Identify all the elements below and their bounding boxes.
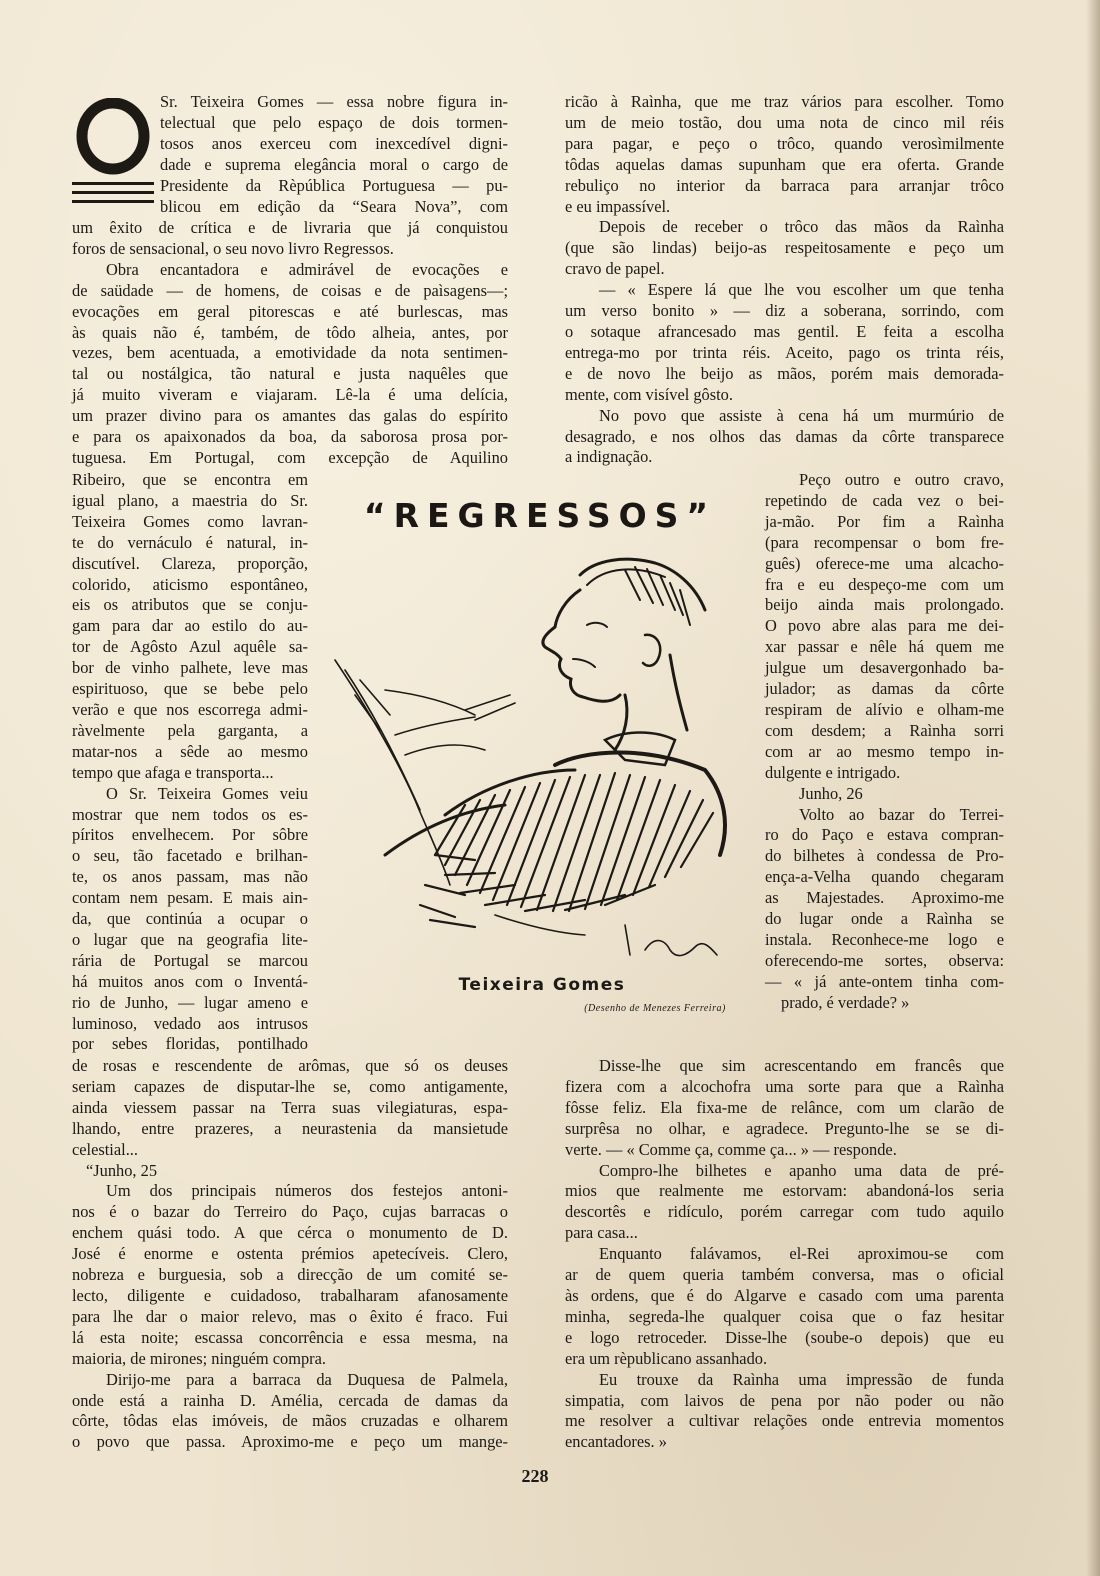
text-line: verão e que nos escorrega admi- (72, 699, 308, 719)
text-line: — « já ante-ontem tinha com- (765, 971, 1004, 991)
page-edge-shadow (1086, 0, 1100, 1576)
text-line: julgue um desavergonhado ba- (765, 658, 1004, 678)
text-line: discutível. Clareza, proporção, (72, 553, 308, 573)
text-line: xar passar e nêle há quem me (765, 637, 1004, 657)
text-line: ro do Paço e estava compran- (765, 825, 1004, 845)
column-1-body (72, 218, 508, 469)
text-line: fra e eu despeço-me com um (765, 574, 1004, 594)
text-line: fôsse feliz. Ela fixa-me de relânce, com um clarão de (565, 1097, 1004, 1117)
text-line: mente, com visível gôsto. (565, 384, 733, 404)
diary-date: Junho, 26 (799, 783, 863, 803)
text-line: por sebes floridas, pontilhado (72, 1034, 308, 1054)
column-1-narrow (72, 470, 308, 1055)
text-line: de rosas e rescendente de arômas, que só os deuses (72, 1056, 508, 1075)
text-line: um de meio tostão, dou uma nota de cinco mil réis (565, 112, 1004, 132)
text-line: um verso bonito » — diz a soberana, sorrindo, com (565, 301, 1004, 321)
text-line: verte. — « Comme ça, comme ça... » — responde. (565, 1139, 897, 1159)
drop-cap (72, 98, 154, 210)
text-line: O povo abre alas para me dei- (765, 616, 1004, 636)
text-line: espirituoso, que se bebe pelo (72, 679, 308, 699)
text-line: com ar ao mesmo tempo in- (765, 741, 1004, 761)
text-line: rária de Portugal se marcou (72, 950, 308, 970)
text-line: prado, é verdade? » (781, 992, 910, 1012)
text-line: às quais não é, também, de tôdo alheia, antes, por (72, 322, 508, 342)
text-line: minha, segreda-lhe qualquer coisa que o faz hesitar (565, 1306, 1004, 1326)
text-line: tal ou nostálgica, tão natural e justa naquêles que (72, 364, 508, 384)
text-line: gam para dar ao estilo do au- (72, 616, 308, 636)
text-line: Peço outro e outro cravo, (799, 470, 1004, 489)
text-line: Presidente da Rèpública Portuguesa — pu- (160, 175, 508, 195)
text-line: o lugar que na geografia lite- (72, 929, 308, 949)
text-line: lá esta noite; escassa concorrência e essa mesma, na (72, 1327, 508, 1347)
text-line: o sotaque afrancesado mas gentil. E feita a escolha (565, 321, 1004, 341)
diary-date: “Junho, 25 (86, 1160, 158, 1180)
column-2-bottom (565, 1056, 1004, 1453)
column-2-narrow (765, 470, 1004, 1014)
text-line: bor de vinho palhete, leve mas (72, 658, 308, 678)
text-line: encantadores. » (565, 1432, 667, 1452)
text-line: já muito viveram e viajaram. Lê-la é uma delícia, (72, 385, 508, 405)
text-line: colorido, aticismo espontâneo, (72, 574, 308, 594)
text-line: instala. Reconhece-me logo e (765, 929, 1004, 949)
text-line: rebuliço no interior da barraca para arranjar trôco (565, 175, 1004, 195)
text-line: um êxito de crítica e de livraria que já conquistou (72, 218, 508, 237)
text-line: ainda viessem passar na Terra suas vilegiaturas, espa- (72, 1097, 508, 1117)
text-line: entrega-mo por trinta réis. Aceito, pago os trinta réis, (565, 342, 1004, 362)
illustration-credit: (Desenho de Menezes Ferreira) (584, 1003, 726, 1014)
text-line: mios que realmente me estorvam: abandoná-los seria (565, 1181, 1004, 1201)
article-title: “REGRESSOS” (363, 496, 717, 535)
portrait-sketch (325, 555, 745, 985)
text-line: maioria, de mirones; ninguém compra. (72, 1348, 326, 1368)
text-line: tor de Agôsto Azul aquêle sa- (72, 637, 308, 657)
text-line: (que são lindas) beijo-as respeitosamente e peço um (565, 238, 1004, 258)
text-line: e eu impassível. (565, 196, 671, 216)
text-line: oferecendo-me sortes, observa: (765, 950, 1004, 970)
text-line: No povo que assiste à cena há um murmúrio de (599, 405, 1004, 425)
text-line: matar-nos a sêde ao mesmo (72, 741, 308, 761)
text-line: dulgente e intrigado. (765, 762, 901, 782)
text-line: ar de quem queria também conversa, mas o oficial (565, 1265, 1004, 1285)
text-line: fizera com a alcochofra uma sorte para que a Raìnha (565, 1076, 1004, 1096)
text-line: as Majestades. Aproximo-me (765, 888, 1004, 908)
text-line: ràvelmente pela garganta, a (72, 720, 308, 740)
text-line: rio de Junho, — lugar ameno e (72, 992, 308, 1012)
text-line: O Sr. Teixeira Gomes veiu (106, 783, 308, 803)
page-number: 228 (521, 1466, 549, 1486)
text-line: e logo retroceder. Disse-lhe (soube-o depois) que eu (565, 1327, 1004, 1347)
text-line: o seu, tão facetado e brilhan- (72, 846, 308, 866)
text-line: luminoso, vedado aos intrusos (72, 1013, 308, 1033)
text-line: simpatia, com laivos de pena por não poder ou não (565, 1390, 1004, 1410)
text-line: o povo que passa. Aproximo-me e peço um mange- (72, 1432, 508, 1452)
text-line: respiram de alívio e olham-me (765, 699, 1004, 719)
text-line: julador; as damas da côrte (765, 679, 1004, 699)
text-line: lhando, entre prazeres, a neurastenia da mansietude (72, 1118, 508, 1138)
text-line: Volto ao bazar do Terrei- (799, 804, 1004, 824)
text-line: onde está a rainha D. Amélia, cercada de damas da (72, 1390, 508, 1410)
illustration-caption: Teixeira Gomes (458, 975, 626, 995)
text-line: a indignação. (565, 447, 653, 467)
column-1-opening (160, 92, 508, 217)
text-line: da, que continúa a ocupar o (72, 909, 308, 929)
text-line: seriam capazes de disputar-lhe se, como antigamente, (72, 1076, 508, 1096)
text-line: surprêsa no olhar, e agradece. Pregunto-lhe se se di- (565, 1118, 1004, 1138)
text-line: mostrar que nem todos os es- (72, 804, 308, 824)
text-line: — « Espere lá que lhe vou escolher um que tenha (599, 280, 1004, 300)
text-line: tôdas aquelas damas supunham que era oferta. Grande (565, 154, 1004, 174)
text-line: Teixeira Gomes como lavran- (72, 511, 308, 531)
text-line: Disse-lhe que sim acrescentando em francês que (599, 1056, 1004, 1075)
text-line: José é enorme e ostenta prémios apetecíveis. Clero, (72, 1244, 508, 1264)
text-line: Dirijo-me para a barraca da Duquesa de Palmela, (106, 1369, 508, 1389)
column-1-bottom (72, 1056, 508, 1453)
text-line: nos é o bazar do Terreiro do Paço, cujas barracas o (72, 1202, 508, 1222)
text-line: do lugar onde a Raìnha se (765, 909, 1004, 929)
text-line: do bilhetes à condessa de Pro- (765, 846, 1004, 866)
column-2-top (565, 92, 1004, 468)
text-line: com desdem; a Raìnha sorri (765, 720, 1004, 740)
text-line: celestial... (72, 1139, 138, 1159)
text-line: beijo ainda mais prolongado. (765, 595, 1004, 615)
text-line: ja-mão. Por fim a Raìnha (765, 511, 1004, 531)
text-line: às ordens, que é do Algarve e casado com uma parenta (565, 1285, 1004, 1305)
text-line: há muitos anos com o Inventá- (72, 971, 308, 991)
text-line: Ribeiro, que se encontra em (72, 470, 308, 489)
text-line: tuguesa. Em Portugal, com excepção de Aquilino (72, 447, 508, 467)
text-line: repetindo de cada vez o bei- (765, 490, 1004, 510)
text-line: evocações em geral pitorescas e até burlescas, mas (72, 301, 508, 321)
text-line: guês) oferece-me uma alcacho- (765, 553, 1004, 573)
text-line: ença-a-Velha quando chegaram (765, 867, 1004, 887)
text-line: Obra encantadora e admirável de evocações e (106, 259, 508, 279)
text-line: tempo que afaga e transporta... (72, 762, 274, 782)
text-line: e de novo lhe beijo as mãos, porém mais demorada- (565, 363, 1004, 383)
text-line: dade e suprema elegância moral o cargo de (160, 154, 508, 174)
text-line: cravo de papel. (565, 259, 665, 279)
text-line: blicou em edição da “Seara Nova”, com (160, 196, 508, 216)
text-line: para casa... (565, 1223, 638, 1243)
text-line: côrte, tôdas elas imóveis, de mãos cruzadas e olharem (72, 1411, 508, 1431)
text-line: lecto, diligente e cuidadoso, trabalharam afanosamente (72, 1285, 508, 1305)
text-line: nobreza e burguesia, sob a direcção de um comité se- (72, 1265, 508, 1285)
text-line: vezes, bem acentuada, a emotividade da nota sentimen- (72, 343, 508, 363)
text-line: eis os atributos que se conju- (72, 595, 308, 615)
text-line: de saüdade — de homens, de coisas e de paìsagens—; (72, 280, 508, 300)
text-line: telectual que pelo espaço de dois tormen- (160, 112, 508, 132)
text-line: para pagar, e peço o trôco, quando verosìmilmente (565, 133, 1004, 153)
text-line: foros de sensacional, o seu novo livro Regressos. (72, 238, 394, 258)
text-line: te do vernáculo é natural, in- (72, 532, 308, 552)
text-line: Compro-lhe bilhetes e apanho uma data de pré- (599, 1160, 1004, 1180)
text-line: era um rèpublicano assanhado. (565, 1348, 768, 1368)
text-line: Eu trouxe da Raìnha uma impressão de funda (599, 1369, 1004, 1389)
text-line: igual plano, a maestria do Sr. (72, 490, 308, 510)
text-line: desagrado, e nos olhos das damas da côrte transparece (565, 426, 1004, 446)
text-line: Enquanto falávamos, el-Rei aproximou-se com (599, 1244, 1004, 1264)
text-line: Sr. Teixeira Gomes — essa nobre figura in- (160, 92, 508, 111)
text-line: contam nem pesam. E mais ain- (72, 888, 308, 908)
text-line: Um dos principais números dos festejos antoni- (106, 1181, 508, 1201)
text-line: para lhe dar o maior relevo, mas o êxito é fraco. Fui (72, 1306, 508, 1326)
text-line: te, os anos passam, mas não (72, 867, 308, 887)
text-line: ricão à Raìnha, que me traz vários para escolher. Tomo (565, 92, 1004, 111)
text-line: descortês e ridículo, porém carregar com tudo aquilo (565, 1202, 1004, 1222)
text-line: tosos anos exerceu com inexcedível digni- (160, 133, 508, 153)
text-line: Depois de receber o trôco das mãos da Raìnha (599, 217, 1004, 237)
text-line: um prazer divino para os amantes das galas do espírito (72, 406, 508, 426)
text-line: píritos envelhecem. Por sôbre (72, 825, 308, 845)
text-line: enchem quási todo. A que cérca o monumento de D. (72, 1223, 508, 1243)
text-line: me resolver a cultivar relações onde entrevia momentos (565, 1411, 1004, 1431)
text-line: e para os apaixonados da boa, da saborosa prosa por- (72, 427, 508, 447)
text-line: (para recompensar o bom fre- (765, 532, 1004, 552)
